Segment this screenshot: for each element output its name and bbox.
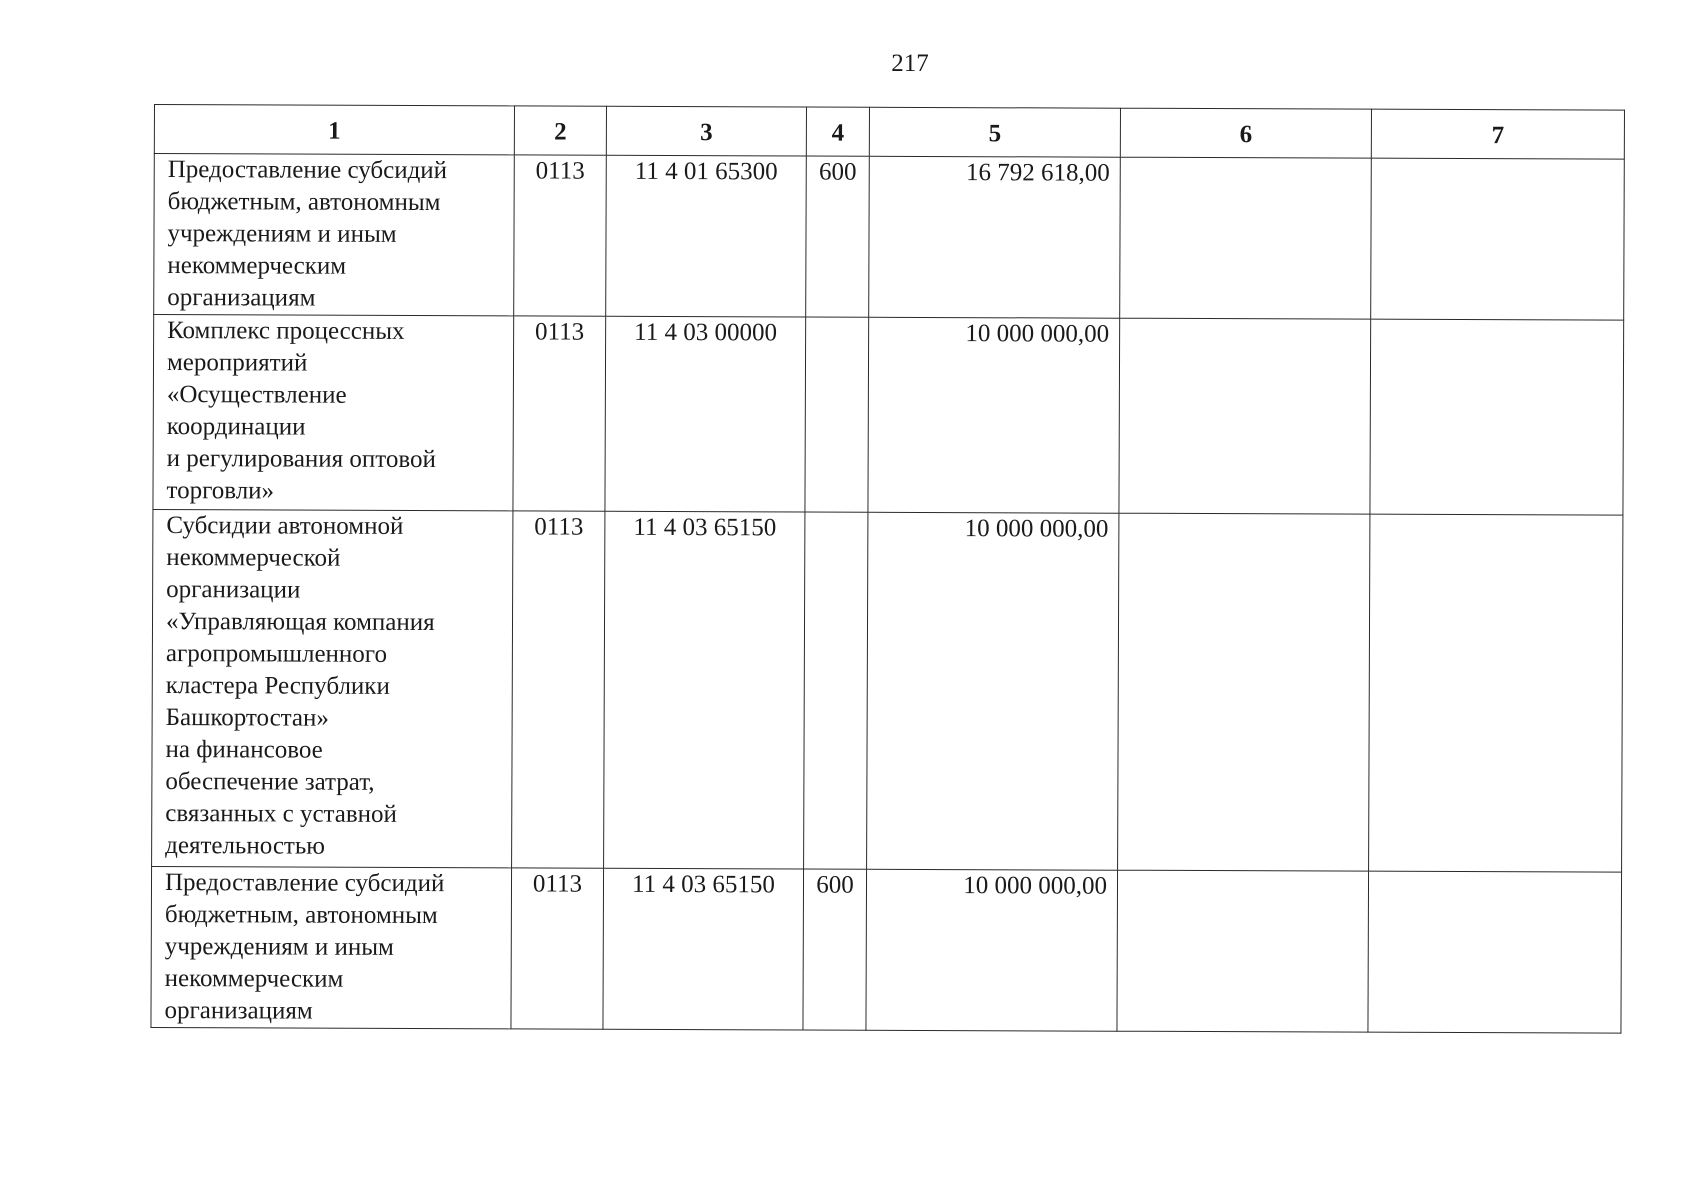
table-row xyxy=(153,315,1624,516)
row-amount: 16 792 618,00 xyxy=(869,156,1121,318)
header-col-2: 2 xyxy=(514,106,606,155)
row-type: 600 xyxy=(806,156,870,317)
row-name-line: Предоставление субсидий xyxy=(167,156,448,185)
row-target: 11 4 03 00000 xyxy=(605,316,806,512)
header-row xyxy=(154,105,1624,160)
row-name-line: деятельностью xyxy=(165,832,326,860)
row-col6 xyxy=(1120,157,1372,319)
row-name-line: мероприятий xyxy=(166,349,308,377)
row-name-line: на финансовое xyxy=(165,736,323,764)
row-name-line: торговли» xyxy=(166,477,275,505)
row-name-line: агропромышленного xyxy=(165,640,388,668)
row-name xyxy=(153,315,514,511)
row-name-line: кластера Республики xyxy=(165,672,390,700)
row-col6 xyxy=(1119,318,1371,514)
row-col6 xyxy=(1117,870,1369,1032)
row-name-line: организациям xyxy=(167,284,316,312)
row-target: 11 4 01 65300 xyxy=(606,155,807,317)
header-col-6: 6 xyxy=(1120,108,1371,158)
row-type xyxy=(804,512,868,869)
row-name-line: учреждениям и иным xyxy=(164,933,394,961)
row-section: 0113 xyxy=(511,868,604,1029)
row-name-line: некоммерческим xyxy=(167,252,347,280)
budget-table-container xyxy=(150,104,1624,1034)
row-col7 xyxy=(1369,514,1623,872)
row-type: 600 xyxy=(803,869,867,1030)
header-col-7: 7 xyxy=(1371,109,1624,159)
row-name-line: бюджетным, автономным xyxy=(164,901,438,930)
row-section: 0113 xyxy=(514,155,607,316)
page-number: 217 xyxy=(891,50,929,77)
header-col-3: 3 xyxy=(606,106,806,156)
row-name xyxy=(151,866,512,1028)
row-amount: 10 000 000,00 xyxy=(868,317,1120,513)
row-name-line: «Осуществление xyxy=(166,381,347,409)
row-name-line: координации xyxy=(166,413,306,441)
row-name-line: обеспечение затрат, xyxy=(165,768,375,796)
row-col7 xyxy=(1368,871,1622,1033)
row-name-line: «Управляющая компания xyxy=(165,608,435,637)
row-name-line: бюджетным, автономным xyxy=(167,188,441,217)
row-col7 xyxy=(1371,158,1625,320)
row-name-line: некоммерческим xyxy=(164,965,344,993)
row-name-line: связанных с уставной xyxy=(165,800,398,828)
header-col-5: 5 xyxy=(869,107,1120,157)
header-col-4: 4 xyxy=(806,107,869,156)
row-name-line: организации xyxy=(166,576,301,604)
row-amount: 10 000 000,00 xyxy=(866,869,1118,1031)
row-amount: 10 000 000,00 xyxy=(867,512,1119,870)
budget-table xyxy=(150,104,1625,1034)
table-row xyxy=(151,866,1622,1033)
table-row xyxy=(154,154,1625,321)
row-name-line: организациям xyxy=(164,997,313,1025)
row-name-line: Предоставление субсидий xyxy=(164,869,445,898)
row-target: 11 4 03 65150 xyxy=(603,868,804,1030)
row-name-line: и регулирования оптовой xyxy=(166,445,437,474)
row-col7 xyxy=(1370,319,1624,515)
row-name-line: Башкортостан» xyxy=(165,704,329,732)
row-section: 0113 xyxy=(512,511,605,868)
row-type xyxy=(805,317,869,512)
row-name xyxy=(154,154,515,316)
row-target: 11 4 03 65150 xyxy=(604,511,805,869)
row-name-line: учреждениям и иным xyxy=(167,220,397,248)
header-col-1: 1 xyxy=(154,105,514,155)
row-name-line: Субсидии автономной xyxy=(166,512,404,540)
row-name xyxy=(152,509,513,867)
row-col6 xyxy=(1118,513,1370,871)
row-name-line: некоммерческой xyxy=(166,544,341,572)
table-row xyxy=(152,509,1623,872)
row-name-line: Комплекс процессных xyxy=(167,317,405,345)
row-section: 0113 xyxy=(513,316,606,511)
